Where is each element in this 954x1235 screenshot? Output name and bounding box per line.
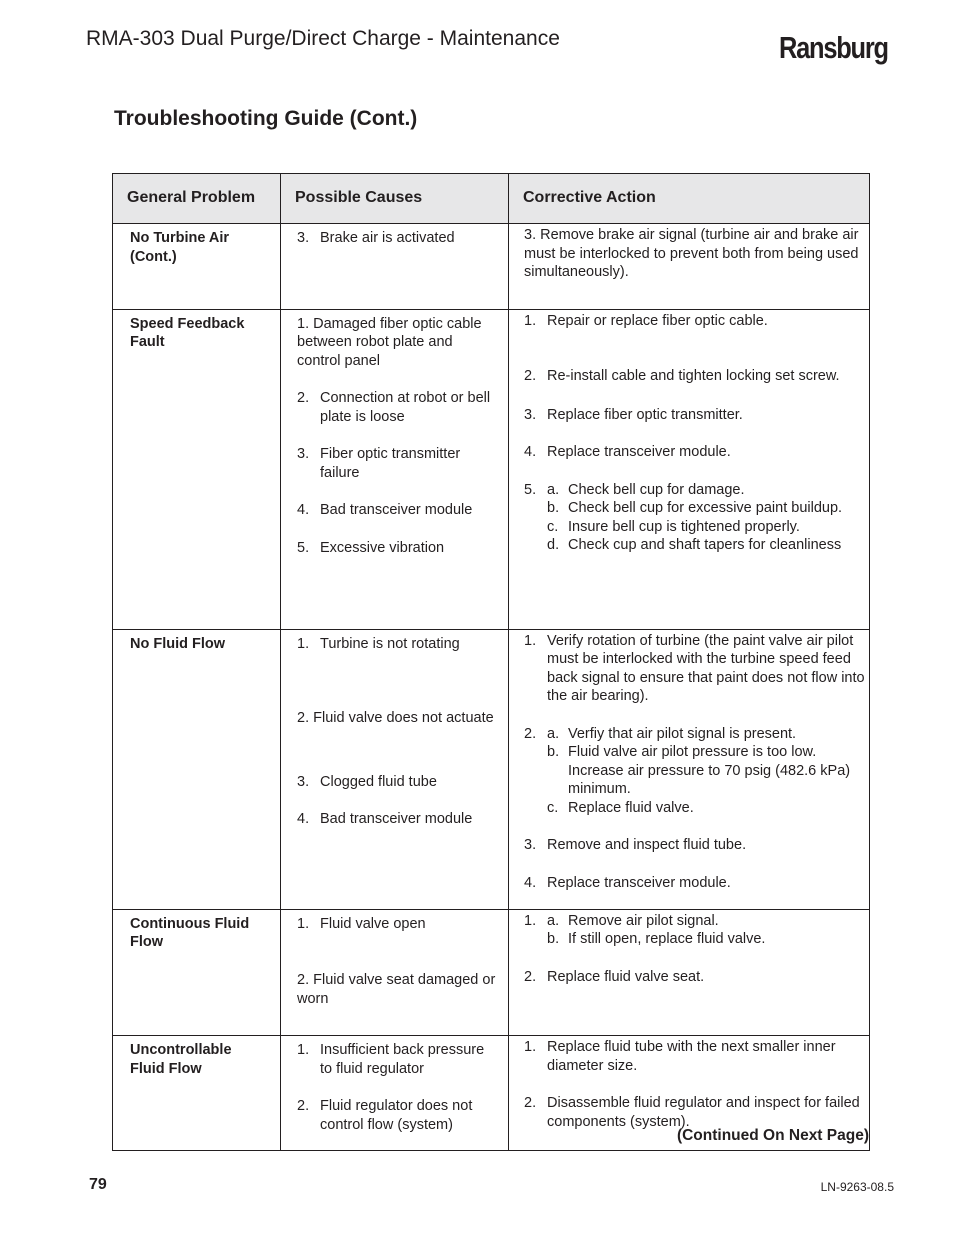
action-item-number: 2.	[524, 368, 537, 384]
sub-item	[547, 518, 865, 537]
action-item-number: 1.	[524, 912, 537, 929]
action-item-text: Re-install cable and tighten locking set screw.	[547, 368, 840, 384]
cause-item: 2. Fluid valve seat damaged or worn	[297, 972, 496, 1007]
action-item-text: Verify rotation of turbine (the paint valve air pilot must be interlocked with the turbine speed feed back signal to ensure that paint does not flow into the air bearing).	[547, 632, 865, 704]
cause-item-number: 5.	[297, 539, 310, 556]
corrective-action-cell	[509, 224, 870, 310]
cause-item-text: Excessive vibration	[320, 539, 445, 556]
table-row	[113, 629, 870, 909]
sub-item	[547, 536, 865, 555]
sub-item-text: Check bell cup for damage.	[568, 481, 745, 498]
cause-item-text: Turbine is not rotating	[320, 635, 460, 652]
action-item-number: 1.	[524, 632, 537, 649]
sub-item-text: Verfiy that air pilot signal is present.	[568, 725, 797, 742]
action-item-text: Repair or replace fiber optic cable.	[547, 312, 768, 329]
general-problem-cell: No Fluid Flow	[113, 629, 281, 909]
action-item	[524, 481, 865, 555]
cause-item-number: 4.	[297, 811, 310, 827]
ransburg-logo: Ransburg	[779, 30, 888, 65]
action-item: 3. Remove brake air signal (turbine air and brake air must be interlocked to prevent both from being used simultaneously).	[524, 227, 859, 280]
action-item-number: 3.	[524, 837, 537, 853]
action-item	[524, 725, 865, 818]
cause-item-number: 3.	[297, 773, 310, 790]
sub-item-letter: a.	[547, 912, 560, 929]
cause-item-text: Fiber optic transmitter failure	[320, 446, 461, 481]
sub-item	[547, 799, 865, 818]
cause-item	[297, 229, 500, 248]
general-problem-cell: No Turbine Air (Cont.)	[113, 224, 281, 310]
cause-item-text: Bad transceiver module	[320, 811, 473, 827]
sub-item	[547, 930, 865, 949]
possible-causes-cell	[281, 309, 509, 629]
action-item-number: 4.	[524, 874, 537, 891]
sub-item-letter: d.	[547, 537, 560, 553]
action-item-text: Replace transceiver module.	[547, 874, 731, 891]
action-item	[524, 632, 865, 706]
cause-item-text: Connection at robot or bell plate is loose	[320, 390, 491, 425]
sub-item	[547, 743, 865, 799]
table-header-row	[113, 174, 870, 224]
sub-item-text: Check bell cup for excessive paint buildup.	[568, 500, 843, 516]
action-item-number: 2.	[524, 968, 537, 985]
cause-item	[297, 635, 500, 654]
document-number: LN-9263-08.5	[820, 1180, 894, 1194]
sub-item	[547, 499, 865, 518]
cause-item-text: Insufficient back pressure to fluid regulator	[320, 1042, 485, 1077]
general-problem-cell: Speed Feedback Fault	[113, 309, 281, 629]
action-item-text: Remove and inspect fluid tube.	[547, 837, 747, 853]
action-item-number: 4.	[524, 444, 537, 460]
cause-item-text: Brake air is activated	[320, 230, 455, 246]
action-item	[524, 406, 865, 425]
general-problem-cell: Uncontrollable Fluid Flow	[113, 1036, 281, 1151]
action-item	[524, 367, 865, 386]
sub-item	[547, 725, 865, 744]
sub-item-letter: a.	[547, 725, 560, 742]
continued-note: (Continued On Next Page)	[676, 1127, 869, 1144]
column-header-corrective-action: Corrective Action	[509, 174, 870, 224]
action-item-text: Replace fluid tube with the next smaller inner diameter size.	[547, 1039, 836, 1074]
cause-item-number: 1.	[297, 915, 310, 932]
action-item	[524, 836, 865, 855]
column-header-general-problem: General Problem	[113, 174, 281, 224]
cause-item-number: 4.	[297, 502, 310, 518]
sub-item-text: Insure bell cup is tightened properly.	[568, 518, 800, 535]
action-item-number: 1.	[524, 1039, 537, 1055]
column-header-possible-causes: Possible Causes	[281, 174, 509, 224]
cause-item	[297, 389, 500, 426]
sub-item-letter: b.	[547, 500, 560, 516]
general-problem-cell: Continuous Fluid Flow	[113, 909, 281, 1036]
cause-item-text: Clogged fluid tube	[320, 773, 437, 790]
cause-item	[297, 1041, 500, 1078]
action-item-text: Replace transceiver module.	[547, 444, 731, 460]
cause-item-number: 1.	[297, 635, 310, 652]
possible-causes-cell	[281, 629, 509, 909]
cause-item	[297, 915, 500, 934]
action-item	[524, 874, 865, 893]
section-title: Troubleshooting Guide (Cont.)	[114, 107, 418, 130]
action-item-number: 1.	[524, 312, 537, 329]
action-item-number: 5.	[524, 481, 537, 498]
sub-item-letter: b.	[547, 744, 560, 760]
cause-item-number: 2.	[297, 1098, 310, 1114]
cause-item	[297, 773, 500, 792]
sub-item-letter: c.	[547, 799, 559, 816]
sub-item-text: If still open, replace fluid valve.	[568, 931, 766, 947]
sub-item	[547, 912, 865, 931]
cause-item	[297, 501, 500, 520]
action-item	[524, 968, 865, 987]
action-item	[524, 912, 865, 949]
action-item	[524, 1094, 865, 1131]
cause-item-text: Fluid valve open	[320, 915, 426, 932]
action-item-number: 2.	[524, 1095, 537, 1111]
action-item-number: 3.	[524, 406, 537, 423]
cause-item: 2. Fluid valve does not actuate	[297, 710, 494, 726]
table-row	[113, 909, 870, 1036]
corrective-action-cell	[509, 309, 870, 629]
cause-item-text: Fluid regulator does not control flow (system)	[320, 1098, 473, 1133]
sub-item-text: Fluid valve air pilot pressure is too low. Increase air pressure to 70 psig (482.6 kPa) minimum.	[568, 744, 851, 797]
possible-causes-cell	[281, 224, 509, 310]
cause-item	[297, 445, 500, 482]
sub-item	[547, 481, 865, 500]
cause-item	[297, 539, 500, 558]
table-row	[113, 309, 870, 629]
cause-item-number: 2.	[297, 390, 310, 406]
cause-item	[297, 1097, 500, 1134]
sub-item-letter: a.	[547, 481, 560, 498]
action-item	[524, 443, 865, 462]
document-title: RMA-303 Dual Purge/Direct Charge - Maintenance	[86, 27, 560, 50]
action-item	[524, 1038, 865, 1075]
action-item-number: 2.	[524, 725, 537, 742]
cause-item-number: 3.	[297, 446, 310, 462]
troubleshooting-table	[112, 173, 870, 1151]
sub-item-letter: c.	[547, 518, 559, 535]
action-item-text: Disassemble fluid regulator and inspect for failed components (system).	[547, 1095, 860, 1130]
action-item-text: Replace fluid valve seat.	[547, 968, 705, 985]
cause-item: 1. Damaged fiber optic cable between robot plate and control panel	[297, 315, 482, 369]
cause-item	[297, 810, 500, 829]
cause-item-number: 1.	[297, 1042, 310, 1058]
action-item	[524, 312, 865, 331]
cause-item-text: Bad transceiver module	[320, 502, 473, 518]
possible-causes-cell	[281, 909, 509, 1036]
sub-item-text: Replace fluid valve.	[568, 799, 694, 816]
action-item-text: Replace fiber optic transmitter.	[547, 406, 743, 423]
sub-item-text: Remove air pilot signal.	[568, 912, 719, 929]
corrective-action-cell	[509, 629, 870, 909]
possible-causes-cell	[281, 1036, 509, 1151]
sub-item-letter: b.	[547, 931, 560, 947]
table-row	[113, 224, 870, 310]
cause-item-number: 3.	[297, 230, 310, 246]
page-number: 79	[89, 1176, 107, 1193]
sub-item-text: Check cup and shaft tapers for cleanliness	[568, 537, 842, 553]
corrective-action-cell	[509, 909, 870, 1036]
